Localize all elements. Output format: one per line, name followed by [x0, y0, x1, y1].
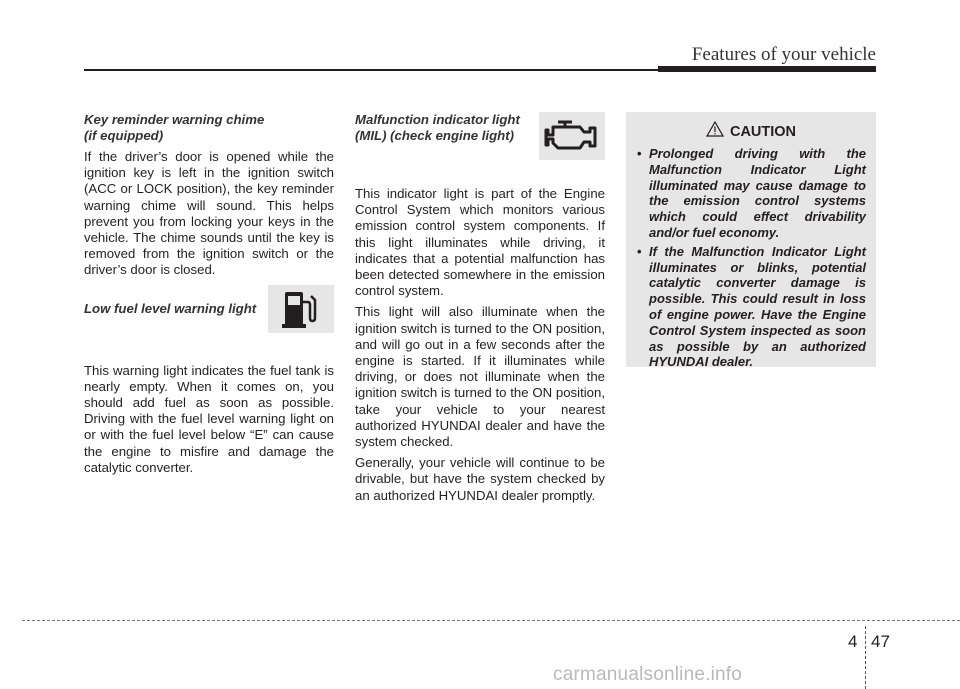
mil-paragraph-2: This light will also illuminate when the ignition switch is turned to the ON position, and will go out in a few seconds after the engine is started. If it illuminates while driving, or does not illuminate when the ignition switch is turned to the ON position, take your vehicle to your nearest authorized HYUNDAI dealer and have the system checked. — [355, 304, 605, 450]
check-engine-icon — [539, 112, 605, 160]
mil-paragraph-3: Generally, your vehicle will continue to be drivable, but have the system checked by an authorized HYUNDAI dealer promptly. — [355, 455, 605, 503]
low-fuel-body: This warning light indicates the fuel tank is nearly empty. When it comes on, you should add fuel as soon as possible. Driving with the fuel level warning light on or with the fuel level below “E” can cause the engine to misfire and damage the catalytic converter. — [84, 362, 334, 475]
footer-rule — [22, 620, 960, 621]
fuel-pump-icon — [268, 285, 334, 333]
chapter-number: 4 — [848, 632, 858, 651]
key-reminder-heading: Key reminder warning chime (if equipped) — [84, 112, 265, 143]
caution-header — [636, 121, 866, 142]
mil-heading: Malfunction indicator light (MIL) (check engine light) — [355, 112, 520, 143]
caution-box — [626, 112, 876, 370]
mil-paragraph-1: This indicator light is part of the Engine Control System which monitors various emission control system components. If this light illuminates while driving, it indicates that a potential malfunction has been detected somewhere in the emission control system. — [355, 186, 605, 299]
watermark: carmanualsonline.info — [553, 664, 743, 685]
column-middle — [355, 112, 605, 504]
warning-triangle-icon — [706, 121, 724, 142]
caution-title: CAUTION — [729, 123, 797, 140]
low-fuel-heading: Low fuel level warning light — [84, 300, 257, 316]
caution-item: • If the Malfunction Indicator Light illuminates or blinks, potential catalytic converter damage is possible. This could result in loss of engine power. Have the Engine Control System inspected as soon as possible by an authorized HYUNDAI dealer. — [637, 243, 866, 370]
page-number: 47 — [871, 632, 890, 651]
key-reminder-body: If the driver’s door is opened while the ignition key is left in the ignition switch (ACC or LOCK position), the key reminder warning chime will sound. This helps prevent you from locking your keys in the vehicle. The chime sounds until the key is removed from the ignition switch or the driver’s door is closed. — [84, 149, 334, 278]
page-divider — [865, 626, 866, 689]
caution-item: • Prolonged driving with the Malfunction Indicator Light illuminated may cause damage to the emission control systems which could effect drivability and/or fuel economy. — [637, 146, 866, 240]
caution-list — [636, 146, 866, 370]
page-header-title: Features of your vehicle — [691, 44, 876, 65]
header-rule-accent — [658, 66, 876, 72]
